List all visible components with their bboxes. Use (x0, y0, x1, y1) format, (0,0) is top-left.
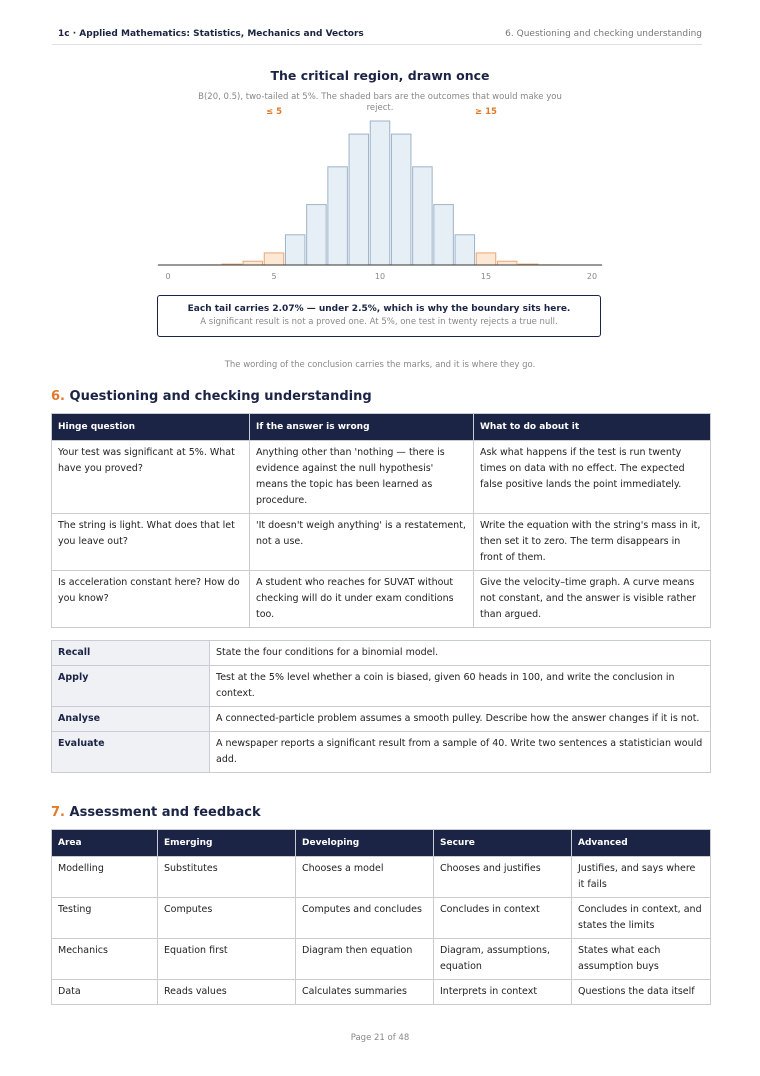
section-6-heading (51, 389, 372, 404)
rubric-cell: States what each assumption buys (572, 939, 711, 980)
table-row (52, 939, 711, 980)
critical-region-bar (497, 261, 517, 265)
level-task: A connected-particle problem assumes a smooth pulley. Describe how the answer changes if it is not. (210, 707, 711, 732)
level-task: State the four conditions for a binomial model. (210, 641, 711, 666)
hinge-question-table (51, 413, 711, 628)
hinge-question: The string is light. What does that let you leave out? (52, 514, 250, 571)
page-number: Page 21 of 48 (350, 1033, 410, 1043)
acceptance-bar (413, 167, 433, 265)
level-label: Apply (52, 666, 210, 707)
assessment-rubric-table (51, 829, 711, 1005)
level-task: Test at the 5% level whether a coin is biased, given 60 heads in 100, and write the conclusion in context. (210, 666, 711, 707)
rubric-cell: Concludes in context, and states the limits (572, 898, 711, 939)
rubric-cell: Calculates summaries (296, 980, 434, 1005)
table-row (52, 641, 711, 666)
table-row (52, 732, 711, 773)
critical-region-annotation: ≥ 15 (475, 107, 497, 117)
table-row (52, 666, 711, 707)
acceptance-bar (349, 134, 369, 265)
column-header: Advanced (572, 830, 711, 857)
critical-region-annotation: ≤ 5 (266, 107, 282, 117)
hinge-question: Your test was significant at 5%. What have you proved? (52, 441, 250, 514)
rubric-cell: Justifies, and says where it fails (572, 857, 711, 898)
column-header: Secure (434, 830, 572, 857)
rubric-area: Data (52, 980, 158, 1005)
acceptance-bar (434, 205, 454, 265)
level-task: A newspaper reports a significant result from a sample of 40. Write two sentences a statistician would add. (210, 732, 711, 773)
wrong-answer-signal: Anything other than 'nothing — there is evidence against the null hypothesis' means the topic has been learned as procedure. (250, 441, 474, 514)
table-row (52, 571, 711, 628)
table-row (52, 980, 711, 1005)
section-title: Questioning and checking understanding (69, 389, 372, 404)
column-header: If the answer is wrong (250, 414, 474, 441)
column-header: Emerging (158, 830, 296, 857)
acceptance-bar (370, 121, 390, 265)
rubric-cell: Computes and concludes (296, 898, 434, 939)
column-header: Hinge question (52, 414, 250, 441)
acceptance-bar (285, 235, 305, 265)
callout-headline: Each tail carries 2.07% — under 2.5%, which is why the boundary sits here. (187, 304, 571, 314)
rubric-cell: Reads values (158, 980, 296, 1005)
column-header: Area (52, 830, 158, 857)
table-row (52, 707, 711, 732)
wrong-answer-signal: 'It doesn't weigh anything' is a restatement, not a use. (250, 514, 474, 571)
rubric-cell: Diagram, assumptions, equation (434, 939, 572, 980)
rubric-area: Modelling (52, 857, 158, 898)
binomial-distribution-chart (0, 0, 760, 295)
table-row (52, 441, 711, 514)
table-row (52, 514, 711, 571)
rubric-cell: Diagram then equation (296, 939, 434, 980)
level-label: Analyse (52, 707, 210, 732)
level-label: Evaluate (52, 732, 210, 773)
section-title: Assessment and feedback (69, 805, 261, 820)
section-number: 6. (51, 389, 65, 404)
column-header: What to do about it (474, 414, 711, 441)
callout-note: A significant result is not a proved one. At 5%, one test in twenty rejects a true null. (200, 317, 558, 327)
x-tick-label: 20 (586, 272, 598, 281)
wrong-answer-signal: A student who reaches for SUVAT without checking will do it under exam conditions too. (250, 571, 474, 628)
table-row (52, 898, 711, 939)
rubric-area: Mechanics (52, 939, 158, 980)
response-action: Write the equation with the string's mass in it, then set it to zero. The term disappears in front of them. (474, 514, 711, 571)
response-action: Ask what happens if the test is run twenty times on data with no effect. The expected false positive lands the point immediately. (474, 441, 711, 514)
rubric-cell: Interprets in context (434, 980, 572, 1005)
column-header: Developing (296, 830, 434, 857)
rubric-cell: Computes (158, 898, 296, 939)
level-label: Recall (52, 641, 210, 666)
hinge-question: Is acceleration constant here? How do you know? (52, 571, 250, 628)
rubric-cell: Questions the data itself (572, 980, 711, 1005)
response-action: Give the velocity–time graph. A curve means not constant, and the answer is visible rather than argued. (474, 571, 711, 628)
rubric-cell: Chooses and justifies (434, 857, 572, 898)
x-tick-label: 0 (165, 272, 171, 281)
x-tick-label: 15 (480, 272, 492, 281)
critical-region-bar (476, 253, 496, 265)
figure-subtitle: B(20, 0.5), two-tailed at 5%. The shaded bars are the outcomes that would make you reject. (198, 92, 562, 113)
critical-region-bar (243, 261, 263, 265)
rubric-cell: Concludes in context (434, 898, 572, 939)
rubric-cell: Equation first (158, 939, 296, 980)
x-tick-label: 10 (374, 272, 386, 281)
figure-caption: The wording of the conclusion carries the marks, and it is where they go. (224, 360, 536, 370)
header-course-title: 1c · Applied Mathematics: Statistics, Mechanics and Vectors (58, 29, 364, 39)
table-row (52, 857, 711, 898)
rubric-cell: Chooses a model (296, 857, 434, 898)
rubric-cell: Substitutes (158, 857, 296, 898)
acceptance-bar (455, 235, 475, 265)
acceptance-bar (391, 134, 411, 265)
x-tick-label: 5 (271, 272, 277, 281)
header-section-title: 6. Questioning and checking understanding (505, 29, 702, 39)
critical-region-bar (264, 253, 284, 265)
acceptance-bar (328, 167, 348, 265)
callout-box (157, 295, 601, 337)
figure-title: The critical region, drawn once (270, 68, 490, 83)
section-number: 7. (51, 805, 65, 820)
rubric-area: Testing (52, 898, 158, 939)
section-7-heading (51, 805, 261, 820)
blooms-question-table (51, 640, 711, 773)
acceptance-bar (307, 205, 327, 265)
